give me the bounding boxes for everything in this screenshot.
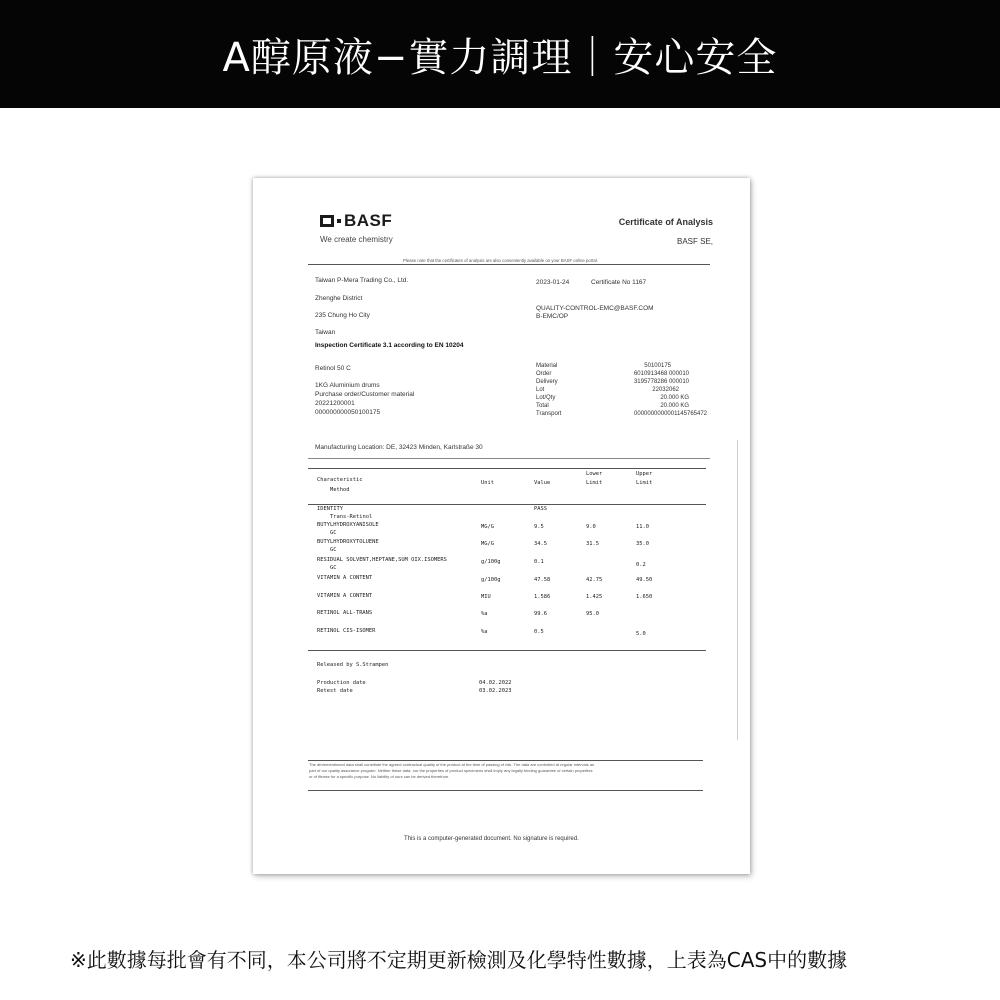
cell-unit: %a xyxy=(481,611,488,617)
order-info-label: Material xyxy=(536,363,558,369)
cell-upper-limit: 1.650 xyxy=(636,594,653,600)
cell-unit: MG/G xyxy=(481,541,494,547)
cell-method: Trans-Retinol xyxy=(330,514,373,520)
order-info-value: 50100175 xyxy=(644,363,671,369)
disclaimer-line: or of fitness for a specific purpose. No liability of ours can be derived therefrom. xyxy=(309,774,450,779)
certificate-title: Certificate of Analysis xyxy=(618,217,713,227)
divider xyxy=(308,458,710,459)
production-date-label: Production date xyxy=(317,680,366,686)
cell-unit: g/100g xyxy=(481,577,501,583)
tagline: We create chemistry xyxy=(320,235,393,244)
address-line: Zhenghe District xyxy=(315,295,363,302)
product-line: 20221200001 xyxy=(315,400,355,407)
inspection-certificate: Inspection Certificate 3.1 according to EN 10204 xyxy=(315,342,464,349)
company-name: BASF SE, xyxy=(676,237,713,246)
cell-value: 0.5 xyxy=(534,629,544,635)
cell-method: GC xyxy=(330,530,337,536)
cell-lower-limit: 31.5 xyxy=(586,541,599,547)
basf-logo xyxy=(320,211,392,231)
cell-value: PASS xyxy=(534,506,547,512)
footnote: ※此數據每批會有不同，本公司將不定期更新檢測及化學特性數據，上表為CAS中的數據 xyxy=(70,948,848,972)
cell-value: 9.5 xyxy=(534,524,544,530)
order-info-label: Lot xyxy=(536,387,545,393)
order-info-value: 20.000 KG xyxy=(660,403,689,409)
order-info-label: Lot/Qty xyxy=(536,395,556,401)
cell-method: GC xyxy=(330,565,337,571)
divider xyxy=(308,264,710,265)
cell-lower-limit: 1.425 xyxy=(586,594,603,600)
col-header-value: Value xyxy=(534,480,551,486)
cell-upper-limit: 0.2 xyxy=(636,562,646,568)
cell-value: 34.5 xyxy=(534,541,547,547)
production-date: 04.02.2022 xyxy=(479,680,512,686)
cell-value: 47.58 xyxy=(534,577,551,583)
cell-characteristic: BUTYLHYDROXYANISOLE xyxy=(317,522,379,528)
certificate-number: Certificate No 1167 xyxy=(591,279,647,286)
cell-method: GC xyxy=(330,547,337,553)
cell-characteristic: VITAMIN A CONTENT xyxy=(317,575,373,581)
banner-title: A醇原液−實力調理｜安心安全 xyxy=(222,34,778,81)
basf-logo-square-icon xyxy=(320,215,334,227)
product-line: 000000000050100175 xyxy=(315,409,381,416)
table-top-rule xyxy=(308,468,706,469)
cell-value: 0.1 xyxy=(534,559,544,565)
col-header-upper: Upper xyxy=(636,471,653,477)
cell-lower-limit: 9.0 xyxy=(586,524,596,530)
contact-department: B-EMC/OP xyxy=(536,313,569,320)
released-by: Released by S.Strampen xyxy=(317,662,389,668)
cell-value: 99.6 xyxy=(534,611,547,617)
cell-lower-limit: 95.0 xyxy=(586,611,599,617)
product-line: 1KG Aluminium drums xyxy=(315,382,380,389)
cell-characteristic: RETINOL ALL-TRANS xyxy=(317,610,373,616)
retest-date-label: Retest date xyxy=(317,688,353,694)
order-info-value: 22032062 xyxy=(652,387,679,393)
cell-lower-limit: 42.75 xyxy=(586,577,603,583)
cell-upper-limit: 11.0 xyxy=(636,524,649,530)
header-banner xyxy=(0,0,1000,108)
order-info-value: 0000000000001145765472 xyxy=(634,411,707,417)
address-line: Taiwan P-Mera Trading Co., Ltd. xyxy=(315,277,409,284)
col-header-unit: Unit xyxy=(481,480,494,486)
product-line: Purchase order/Customer material xyxy=(315,391,415,398)
cell-unit: MIU xyxy=(481,594,491,600)
col-header-characteristic: Characteristic xyxy=(317,477,363,483)
disclaimer-line: The aforementioned data shall constitute the agreed contractual quality of the product at the time of passing of risk. The data are controlled at regular intervals as xyxy=(309,762,594,767)
cell-unit: MG/G xyxy=(481,524,494,530)
cell-upper-limit: 5.0 xyxy=(636,631,646,637)
contact-email: QUALITY-CONTROL-EMC@BASF.COM xyxy=(536,305,654,312)
computer-generated-note: This is a computer-generated document. No signature is required. xyxy=(404,836,579,842)
address-line: Taiwan xyxy=(315,329,336,336)
col-header-lower: Lower xyxy=(586,471,603,477)
col-header-upper-limit: Limit xyxy=(636,480,653,486)
divider xyxy=(308,790,703,791)
col-header-method: Method xyxy=(330,487,350,493)
cell-characteristic: RETINOL CIS-ISOMER xyxy=(317,628,376,634)
cell-upper-limit: 35.0 xyxy=(636,541,649,547)
cell-value: 1.586 xyxy=(534,594,551,600)
cell-characteristic: RESIDUAL SOLVENT,HEPTANE,SUM OIX.ISOMERS xyxy=(317,557,447,563)
order-info-label: Delivery xyxy=(536,379,558,385)
cell-characteristic: BUTYLHYDROXYTOLUENE xyxy=(317,539,379,545)
table-header-rule xyxy=(308,504,706,505)
retest-date: 03.02.2023 xyxy=(479,688,512,694)
cell-characteristic: IDENTITY xyxy=(317,506,343,512)
cell-unit: g/100g xyxy=(481,559,501,565)
order-info-label: Total xyxy=(536,403,549,409)
address-line: 235 Chung Ho City xyxy=(315,312,370,319)
divider xyxy=(308,760,703,761)
product-name: Retinol 50 C xyxy=(315,365,351,372)
order-info-label: Transport xyxy=(536,411,562,417)
certificate-date: 2023-01-24 xyxy=(536,279,570,286)
certificate-document xyxy=(253,178,750,874)
table-bottom-rule xyxy=(308,650,706,651)
cell-characteristic: VITAMIN A CONTENT xyxy=(317,593,373,599)
order-info-label: Order xyxy=(536,371,552,377)
cell-unit: %a xyxy=(481,629,488,635)
portal-note: Please note that the certificates of analysis are also conveniently available on your BASF online portal. xyxy=(403,258,598,263)
brand-name: BASF xyxy=(344,211,393,230)
basf-logo-dot-icon xyxy=(337,219,341,223)
order-info-value: 6010913468 000010 xyxy=(633,371,689,377)
order-info-value: 3195778286 000010 xyxy=(633,379,689,385)
scan-edge xyxy=(737,440,738,740)
disclaimer-line: part of our quality assurance program. Neither these data, nor the properties of product specimens shall imply any legally binding guarantee of certain properties xyxy=(309,768,593,773)
col-header-lower-limit: Limit xyxy=(586,480,603,486)
manufacturing-location: Manufacturing Location: DE, 32423 Minden, Karlstraße 30 xyxy=(315,444,483,451)
order-info-value: 20.000 KG xyxy=(660,395,689,401)
cell-upper-limit: 49.50 xyxy=(636,577,653,583)
